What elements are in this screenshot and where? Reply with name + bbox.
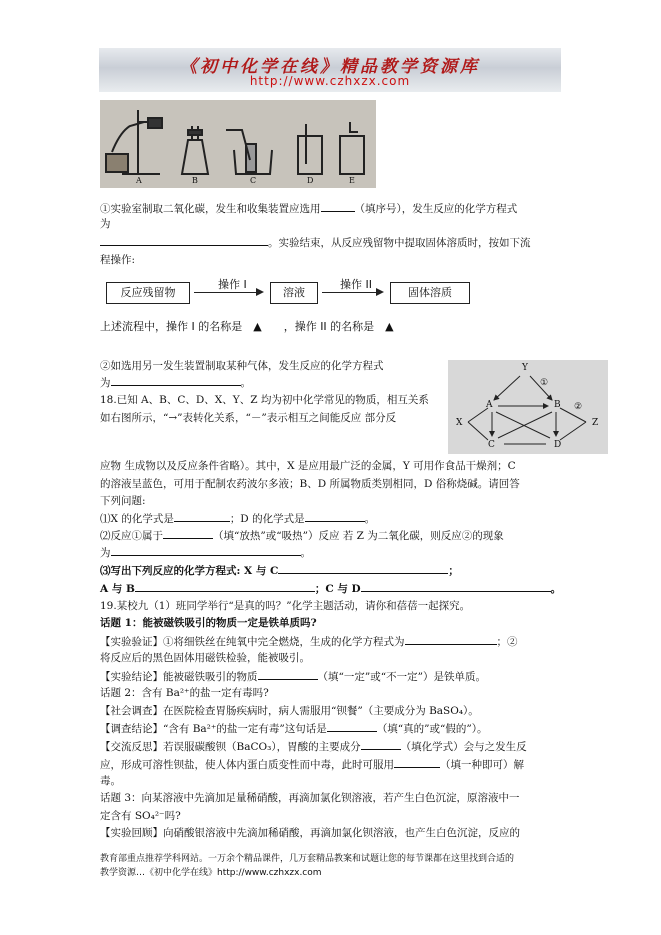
- q18-line: 的溶液呈蓝色，可用于配制农药波尔多液；B、D 所属物质类别相同，D 俗称烧碱。请回答: [100, 478, 520, 490]
- q1-line: 程操作:: [100, 254, 136, 266]
- q19-text: 【实验结论】能被磁铁吸引的物质: [100, 671, 258, 683]
- q19-text: （填“真的”或“假的”）。: [376, 723, 488, 735]
- answer-blank[interactable]: [305, 510, 365, 522]
- answer-blank[interactable]: [361, 738, 401, 750]
- answer-blank[interactable]: [394, 756, 440, 768]
- flow-box-solution: 溶液: [270, 282, 318, 304]
- q18-text: 。: [300, 547, 311, 559]
- flow-op1-label: 操作 I: [218, 278, 247, 291]
- banner-title: 《初中化学在线》精品教学资源库: [180, 57, 480, 77]
- relation-graph: [448, 360, 608, 454]
- process-flowchart: [100, 270, 500, 340]
- q2-line: [100, 374, 251, 391]
- answer-blank[interactable]: [258, 668, 318, 680]
- q19-text: （填化学式）会与之发生反: [400, 741, 527, 753]
- diagram-node-d: D: [554, 440, 562, 450]
- flow-arrow-icon: [322, 292, 382, 293]
- diagram-node-a: A: [486, 400, 493, 410]
- diagram-node-x: X: [456, 418, 463, 428]
- q18-part4: [100, 580, 561, 597]
- q18-text: ⑶写出下列反应的化学方程式: X 与 C: [100, 565, 279, 577]
- q18-line: 应物 生成物以及反应条件省略）。其中，X 是应用最广泛的金属，Y 可用作食品干燥剂；C: [100, 460, 516, 472]
- q18-text: ；D 的化学式是: [229, 513, 305, 525]
- q19-text: （填“一定”或“不一定”）是铁单质。: [317, 671, 486, 683]
- apparatus-photo: [100, 100, 376, 188]
- answer-blank[interactable]: [100, 234, 268, 246]
- footer-line: 教学资源…《初中化学在线》http://www.czhxzx.com: [100, 868, 322, 878]
- diagram-mark-2: ②: [574, 402, 583, 412]
- q18-line: 下列问题:: [100, 495, 146, 507]
- q19-line: 19.某校九（1）班同学举行“是真的吗？”化学主题活动，请你和蓓蓓一起探究。: [100, 600, 471, 612]
- answer-blank[interactable]: [135, 580, 315, 592]
- q19-topic2: 话题 2：含有 Ba²⁺的盐一定有毒吗?: [100, 687, 269, 699]
- q19-line: 将反应后的黑色固体用磁铁检验，能被吸引。: [100, 652, 310, 664]
- answer-blank[interactable]: [327, 720, 377, 732]
- answer-blank[interactable]: [111, 374, 241, 386]
- answer-blank[interactable]: [405, 633, 497, 645]
- q19-line: 毒。: [100, 775, 121, 787]
- q19-line: [100, 738, 527, 755]
- q1-line: [100, 234, 531, 251]
- q18-text: ⑴X 的化学式是: [100, 513, 174, 525]
- apparatus-label: B: [192, 176, 198, 185]
- q2-line: ②如选用另一发生装置制取某种气体，发生反应的化学方程式: [100, 360, 384, 372]
- q18-part3: [100, 562, 459, 579]
- q18-part2b: [100, 544, 311, 561]
- q18-text: A 与 B: [100, 583, 135, 595]
- answer-blank[interactable]: [278, 562, 448, 574]
- apparatus-drawing: [100, 100, 376, 188]
- relation-diagram: [448, 360, 608, 454]
- diagram-node-y: Y: [522, 363, 528, 373]
- q18-text: 。: [550, 583, 562, 595]
- diagram-mark-1: ①: [540, 378, 549, 388]
- apparatus-label: C: [250, 176, 257, 185]
- q19-line: 【社会调查】在医院检查胃肠疾病时，病人需服用“钡餐”（主要成分为 BaSO₄）。: [100, 705, 479, 717]
- q19-line: [100, 668, 486, 685]
- q2-text: 为: [100, 377, 111, 389]
- q1-text: ①实验室制取二氧化碳，发生和收集装置应选用: [100, 203, 321, 215]
- q1-text: （填序号），发生反应的化学方程式: [354, 203, 518, 215]
- q19-line: 【实验回顾】向硝酸银溶液中先滴加稀硝酸，再滴加氯化钡溶液，也产生白色沉淀，反应的: [100, 827, 520, 839]
- answer-blank[interactable]: [361, 580, 551, 592]
- diagram-node-b: B: [554, 400, 561, 410]
- q19-text: ；②: [496, 636, 518, 648]
- flow-box-solute: 固体溶质: [390, 282, 470, 304]
- apparatus-label: D: [307, 176, 314, 185]
- flow-op2-label: 操作 II: [340, 278, 372, 291]
- banner-url[interactable]: http://www.czhxzx.com: [249, 74, 411, 88]
- flow-arrow-icon: [194, 292, 262, 293]
- footer-line: 教育部重点推荐学科网站。一万余个精品课件，几万套精品教案和试题让您的每节课都在这里找到合适的: [100, 854, 515, 864]
- answer-blank[interactable]: [163, 527, 213, 539]
- q19-line: [100, 633, 518, 650]
- q18-text: ；: [448, 565, 459, 577]
- apparatus-label: E: [349, 176, 355, 185]
- q19-line: [100, 720, 488, 737]
- q19-topic3: 话题 3：向某溶液中先滴加足量稀硝酸，再滴加氯化钡溶液，若产生白色沉淀，原溶液中一: [100, 792, 520, 804]
- q18-text: ⑵反应①属于: [100, 530, 163, 542]
- q1-line: 为: [100, 218, 111, 230]
- page-footer: [100, 852, 570, 880]
- q19-text: 【实验验证】①将细铁丝在纯氧中完全燃烧，生成的化学方程式为: [100, 636, 405, 648]
- q19-text: 【调查结论】“含有 Ba²⁺的盐一定有毒”这句话是: [100, 723, 327, 735]
- q1-text: 。实验结束，从反应残留物中提取固体溶质时，按如下流: [268, 237, 531, 249]
- diagram-node-z: Z: [592, 418, 599, 428]
- q19-text: 【交流反思】若误服碳酸钡（BaCO₃），胃酸的主要成分: [100, 741, 361, 753]
- header-banner: [99, 48, 561, 92]
- q2-text: 。: [240, 377, 251, 389]
- q18-part2: [100, 527, 504, 544]
- answer-blank[interactable]: [174, 510, 230, 522]
- flow-caption: 上述流程中，操作 I 的名称是 ▲ ，操作 II 的名称是 ▲: [100, 320, 394, 333]
- q19-topic1: 话题 1：能被磁铁吸引的物质一定是铁单质吗?: [100, 617, 317, 629]
- q19-line: [100, 756, 524, 773]
- q19-line: 定含有 SO₄²⁻吗?: [100, 810, 181, 822]
- q18-text: ；C 与 D: [314, 583, 361, 595]
- q18-text: （填“放热”或“吸热”）反应 若 Z 为二氧化碳，则反应②的现象: [213, 530, 504, 542]
- q18-text: 。: [364, 513, 376, 525]
- q19-text: 应，形成可溶性钡盐，使人体内蛋白质变性而中毒，此时可服用: [100, 759, 394, 771]
- q18-line: 如右图所示，“→”表转化关系，“－”表示相互之间能反应 部分反: [100, 412, 397, 424]
- q18-part1: [100, 510, 375, 527]
- apparatus-label: A: [136, 176, 142, 185]
- answer-blank[interactable]: [321, 200, 355, 212]
- flow-box-residue: 反应残留物: [106, 282, 190, 304]
- q1-line: [100, 200, 517, 217]
- q18-text: 为: [100, 547, 111, 559]
- diagram-node-c: C: [488, 440, 495, 450]
- q19-text: （填一种即可）解: [440, 759, 524, 771]
- answer-blank[interactable]: [111, 544, 301, 556]
- q18-line: 18.已知 A、B、C、D、X、Y、Z 均为初中化学常见的物质，相互关系: [100, 394, 429, 406]
